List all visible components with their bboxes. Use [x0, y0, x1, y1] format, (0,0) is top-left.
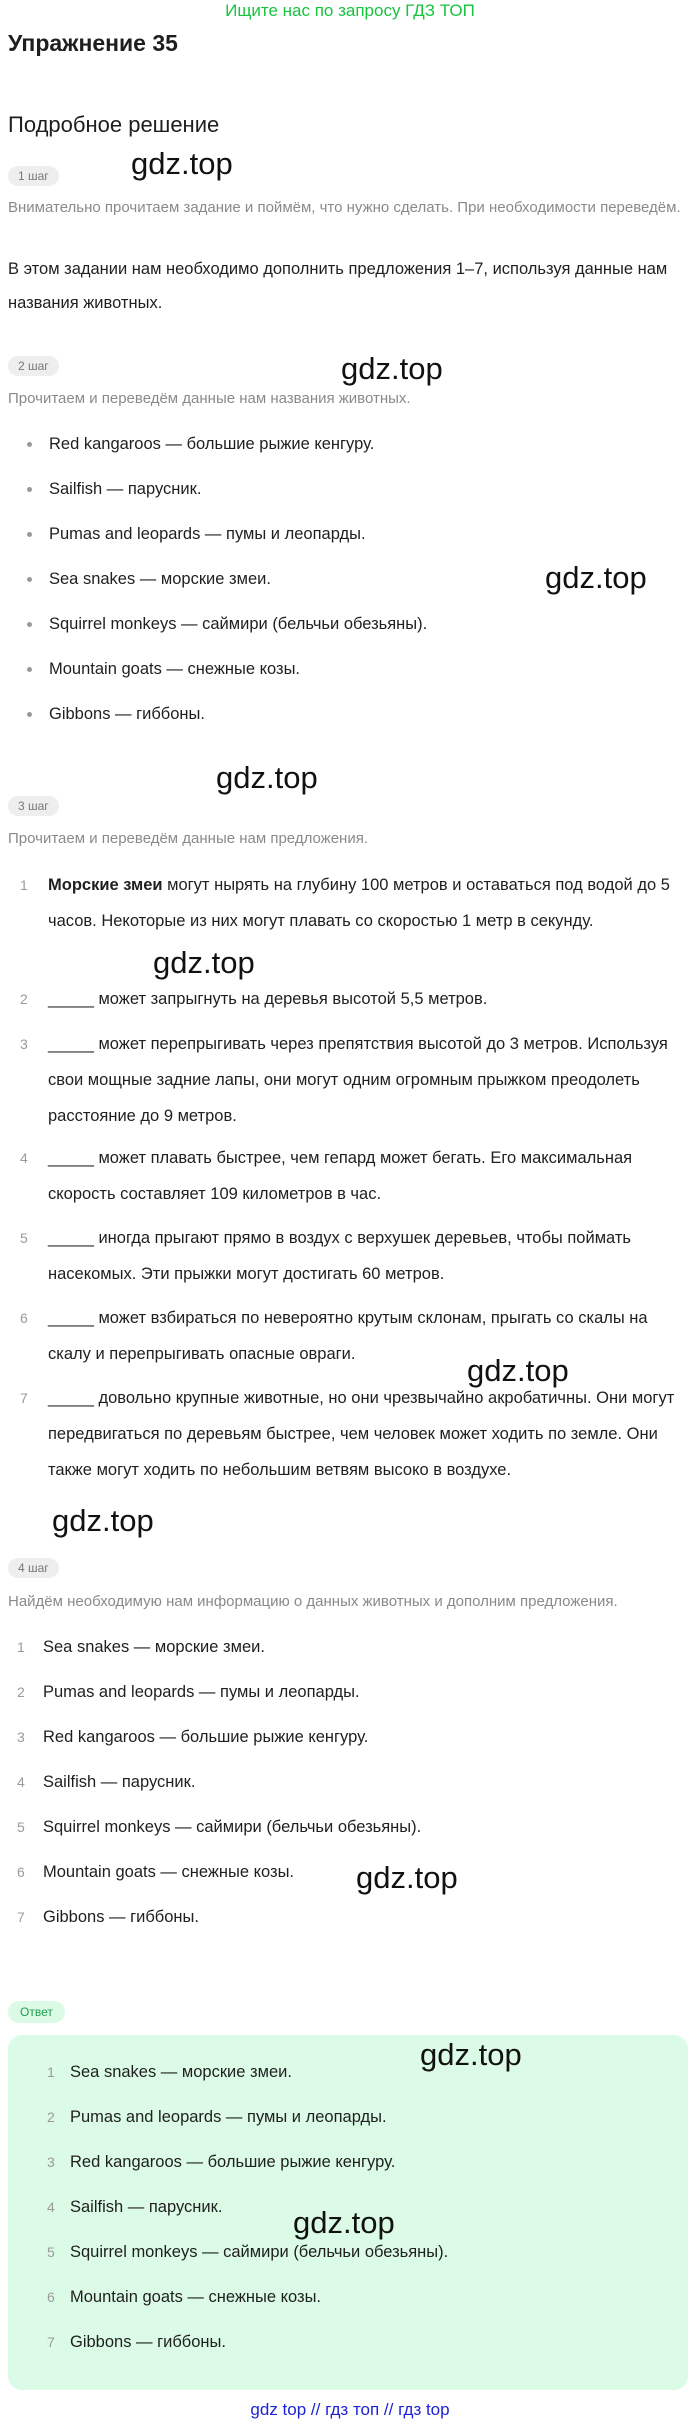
page-title: Упражнение 35 — [8, 30, 178, 56]
item-number: 6 — [47, 2289, 55, 2305]
sentence-text: _____ иногда прыгают прямо в воздух с верхушек деревьев, чтобы поймать насекомых. Эти прыжки могут достигать 60 метров. — [48, 1229, 632, 1283]
step-3-hint: Прочитаем и переведём данные нам предложения. — [8, 830, 368, 847]
watermark: gdz.top — [293, 2205, 395, 2240]
watermark: gdz.top — [420, 2037, 522, 2072]
watermark: gdz.top — [131, 146, 233, 181]
step-1-text: В этом задании нам необходимо дополнить предложения 1–7, используя данные нам названия животных. — [8, 260, 668, 312]
list-item — [0, 867, 688, 981]
step-3-pill: 3 шаг — [8, 796, 59, 816]
sentence-text: _____ довольно крупные животные, но они чрезвычайно акробатичны. Они могут передвигаться по деревьям быстрее, чем человек может ходить по земле. Они также могут ходить по небольшим ветвям высоко в воздухе. — [48, 1389, 675, 1479]
list-item — [0, 1630, 688, 1675]
step-1-pill: 1 шаг — [8, 166, 59, 186]
watermark: gdz.top — [216, 760, 318, 795]
step-1-hint: Внимательно прочитаем задание и поймём, что нужно сделать. При необходимости переведём. — [8, 199, 681, 216]
list-item — [0, 1855, 688, 1900]
list-item: Sailfish — парусник. — [22, 472, 688, 517]
list-item — [0, 1900, 688, 1945]
list-item: Pumas and leopards — пумы и леопарды. — [22, 517, 688, 562]
item-number: 2 — [20, 991, 28, 1007]
answer-pill: Ответ — [8, 2001, 65, 2023]
list-item — [0, 1026, 688, 1140]
list-item — [8, 2235, 676, 2280]
item-number: 1 — [17, 1639, 25, 1655]
step-4-hint: Найдём необходимую нам информацию о данных животных и дополним предложения. — [8, 1593, 618, 1610]
list-item — [8, 2325, 676, 2370]
item-text: Mountain goats — снежные козы. — [43, 1863, 295, 1881]
list-item — [8, 2280, 676, 2325]
list-item — [0, 1220, 688, 1300]
step-4-pill: 4 шаг — [8, 1558, 59, 1578]
list-item: Squirrel monkeys — саймири (бельчьи обезьяны). — [22, 607, 688, 652]
item-number: 1 — [20, 877, 28, 893]
list-item: Red kangaroos — большие рыжие кенгуру. — [22, 427, 688, 472]
item-text: Squirrel monkeys — саймири (бельчьи обезьяны). — [70, 2243, 449, 2261]
item-text: Mountain goats — снежные козы. — [70, 2288, 322, 2306]
item-text: Sea snakes — морские змеи. — [43, 1638, 265, 1656]
sentences-list — [0, 867, 688, 1494]
item-text: Sailfish — парусник. — [70, 2198, 223, 2216]
solution-list — [0, 1630, 688, 1945]
item-number: 7 — [17, 1909, 25, 1925]
list-item — [0, 981, 688, 1026]
watermark: gdz.top — [545, 560, 647, 595]
item-number: 3 — [47, 2154, 55, 2170]
watermark: gdz.top — [356, 1860, 458, 1895]
item-number: 1 — [47, 2064, 55, 2080]
list-item — [0, 1380, 688, 1494]
watermark: gdz.top — [52, 1503, 154, 1538]
list-item: Sea snakes — морские змеи. — [22, 562, 688, 607]
item-number: 6 — [17, 1864, 25, 1880]
list-item — [8, 2100, 676, 2145]
item-text: Gibbons — гиббоны. — [43, 1908, 199, 1926]
list-item: Mountain goats — снежные козы. — [22, 652, 688, 697]
sentence-text: _____ может перепрыгивать через препятствия высотой до 3 метров. Используя свои мощные задние лапы, они могут одним огромным прыжком преодолеть расстояние до 9 метров. — [48, 1035, 668, 1125]
step-2-pill: 2 шаг — [8, 356, 59, 376]
sentence-text: _____ может взбираться по невероятно крутым склонам, прыгать со скалы на скалу и перепрыгивать опасные овраги. — [48, 1309, 648, 1363]
item-text: Red kangaroos — большие рыжие кенгуру. — [70, 2153, 396, 2171]
item-text: Pumas and leopards — пумы и леопарды. — [70, 2108, 387, 2126]
step-2-hint: Прочитаем и переведём данные нам названия животных. — [8, 390, 411, 407]
list-item — [0, 1300, 688, 1380]
item-number: 3 — [20, 1036, 28, 1052]
item-text: Squirrel monkeys — саймири (бельчьи обезьяны). — [43, 1818, 422, 1836]
item-text: Gibbons — гиббоны. — [70, 2333, 226, 2351]
item-text: Pumas and leopards — пумы и леопарды. — [43, 1683, 360, 1701]
sentence-text: _____ может запрыгнуть на деревья высотой 5,5 метров. — [48, 990, 488, 1008]
item-number: 7 — [47, 2334, 55, 2350]
item-number: 2 — [47, 2109, 55, 2125]
watermark: gdz.top — [153, 945, 255, 980]
sentence-1-answer: Морские змеи — [48, 876, 163, 894]
item-number: 4 — [20, 1150, 28, 1166]
item-text: Sea snakes — морские змеи. — [70, 2063, 292, 2081]
item-number: 5 — [20, 1230, 28, 1246]
list-item — [0, 1765, 688, 1810]
list-item — [8, 2055, 676, 2100]
item-number: 3 — [17, 1729, 25, 1745]
list-item — [0, 1810, 688, 1855]
item-number: 4 — [17, 1774, 25, 1790]
list-item — [0, 1675, 688, 1720]
list-item — [0, 1140, 688, 1220]
item-text: Sailfish — парусник. — [43, 1773, 196, 1791]
solution-heading: Подробное решение — [8, 112, 220, 137]
list-item — [8, 2145, 676, 2190]
list-item — [0, 1720, 688, 1765]
item-number: 5 — [47, 2244, 55, 2260]
item-number: 4 — [47, 2199, 55, 2215]
item-text: Red kangaroos — большие рыжие кенгуру. — [43, 1728, 369, 1746]
watermark: gdz.top — [341, 351, 443, 386]
item-number: 2 — [17, 1684, 25, 1700]
sentence-text: _____ может плавать быстрее, чем гепард может бегать. Его максимальная скорость составляет 109 километров в час. — [48, 1149, 633, 1203]
search-banner[interactable]: Ищите нас по запросу ГДЗ ТОП — [225, 1, 475, 20]
list-item: Gibbons — гиббоны. — [22, 697, 688, 742]
sentence-1-text: могут нырять на глубину 100 метров и оставаться под водой до 5 часов. Некоторые из них могут плавать со скоростью 1 метр в секунду. — [48, 876, 670, 930]
item-number: 7 — [20, 1390, 28, 1406]
watermark: gdz.top — [467, 1353, 569, 1388]
item-number: 6 — [20, 1310, 28, 1326]
footer-links[interactable]: gdz top // гдз топ // гдз top — [250, 2400, 450, 2419]
item-number: 5 — [17, 1819, 25, 1835]
